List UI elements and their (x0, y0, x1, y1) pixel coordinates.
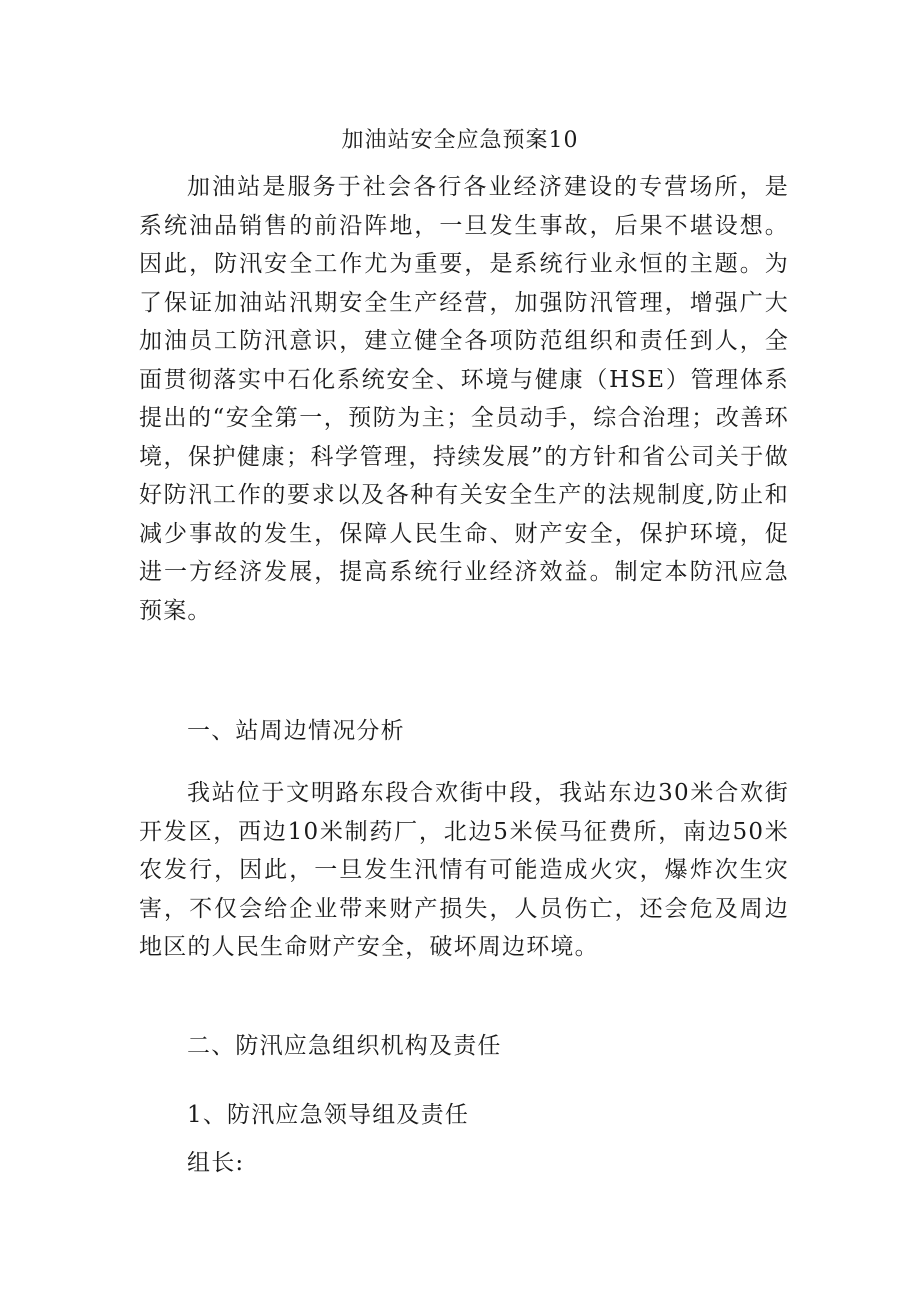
leader-line (139, 1144, 789, 1183)
intro-paragraph (139, 168, 789, 630)
section1-text: 我站位于文明路东段合欢街中段，我站东边30米合欢街开发区，西边10米制药厂，北边5米侯马征费所，南边50米农发行，因此，一旦发生汛情有可能造成火灾，爆炸次生灾害，不仅会给企业带来财产损失，人员伤亡，还会危及周边地区的人民生命财产安全，破坏周边环境。 (139, 780, 789, 960)
leader-label: 组长: (187, 1150, 245, 1176)
section1-heading-text: 一、站周边情况分析 (187, 718, 405, 744)
section-heading-organization (139, 1027, 789, 1066)
section-heading-surroundings (139, 712, 789, 751)
document-title: 加油站安全应急预案10 (341, 128, 579, 153)
intro-text: 加油站是服务于社会各行各业经济建设的专营场所，是系统油品销售的前沿阵地，一旦发生事故，后果不堪设想。因此，防汛安全工作尤为重要，是系统行业永恒的主题。为了保证加油站汛期安全生产经营，加强防汛管理，增强广大加油员工防汛意识，建立健全各项防范组织和责任到人，全面贯彻落实中石化系统安全、环境与健康（HSE）管理体系提出的“安全第一，预防为主；全员动手，综合治理；改善环境，保护健康；科学管理，持续发展”的方针和省公司关于做好防汛工作的要求以及各种有关安全生产的法规制度,防止和减少事故的发生，保障人民生命、财产安全，保护环境，促进一方经济发展，提高系统行业经济效益。制定本防汛应急预案。 (139, 174, 789, 624)
surroundings-paragraph (139, 774, 789, 967)
section2-heading-text: 二、防汛应急组织机构及责任 (187, 1033, 502, 1059)
subsection1-heading-text: 1、防汛应急领导组及责任 (187, 1102, 470, 1128)
subsection-heading-leadership (139, 1096, 789, 1135)
